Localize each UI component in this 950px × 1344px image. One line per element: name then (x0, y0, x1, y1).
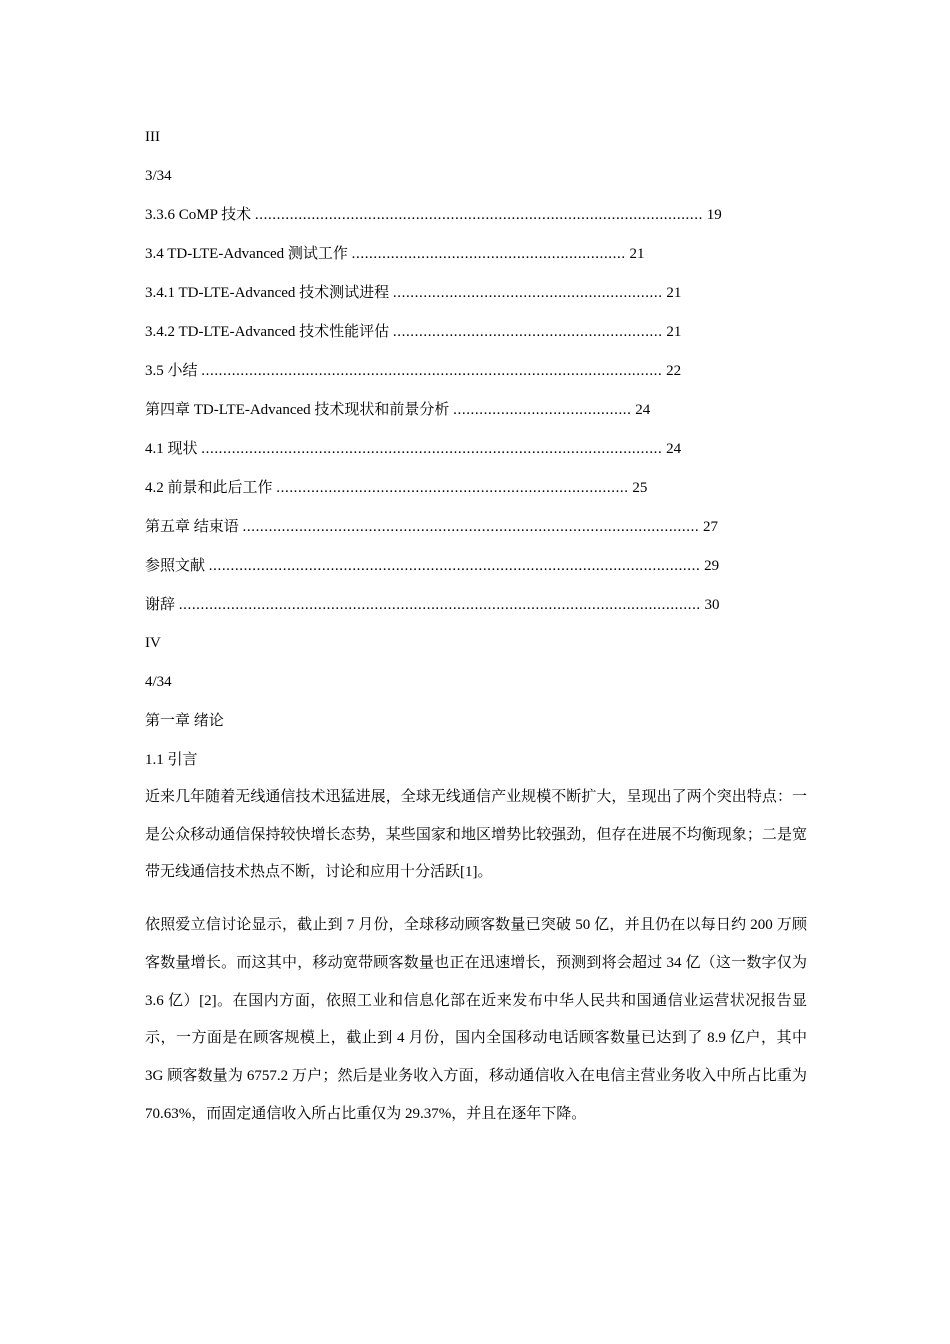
toc-label: 3.5 小结 (145, 363, 198, 379)
toc-label: 3.4.1 TD-LTE-Advanced 技术测试进程 (145, 285, 390, 301)
toc-leader: .......................................................................................................... (201, 441, 663, 457)
toc-page-number: 24 (635, 402, 651, 418)
toc-entry-3-3-6[interactable] (145, 205, 720, 225)
toc-leader: .............................................................. (392, 285, 663, 301)
toc-page-number: 29 (704, 558, 720, 574)
chapter-title: 第一章 绪论 (145, 713, 224, 729)
toc-label: 参照文献 (145, 558, 206, 574)
toc-label: 3.4 TD-LTE-Advanced 测试工作 (145, 246, 348, 262)
toc-label: 3.3.6 CoMP 技术 (145, 207, 252, 223)
section-title: 1.1 引言 (145, 752, 198, 768)
toc-label: 第四章 TD-LTE-Advanced 技术现状和前景分析 (145, 402, 450, 418)
toc-page-number: 25 (632, 480, 648, 496)
toc-label: 4.1 现状 (145, 441, 198, 457)
toc-entry-3-4-2[interactable] (145, 322, 702, 342)
roman-page-marker-iii: III (145, 129, 160, 145)
roman-page-marker-iv: IV (145, 635, 161, 651)
toc-entry-3-5[interactable] (145, 361, 682, 381)
toc-leader: ................................................................................. (276, 480, 629, 496)
toc-entry-chapter-5[interactable] (145, 517, 719, 537)
toc-entry-4-1[interactable] (145, 439, 682, 459)
page-counter-3: 3/34 (145, 168, 172, 184)
page-counter-4: 4/34 (145, 674, 172, 690)
toc-page-number: 21 (666, 324, 682, 340)
toc-leader: ......................................................................................................... (242, 519, 700, 535)
toc-label: 谢辞 (145, 597, 176, 613)
toc-leader: ................................................................................................................. (208, 558, 701, 574)
toc-leader: .......................................................................................................... (201, 363, 663, 379)
toc-entry-references[interactable] (145, 556, 720, 576)
body-paragraph-2: 依照爱立信讨论显示，截止到 7 月份，全球移动顾客数量已突破 50 亿，并且仍在以每日约 200 万顾客数量增长。而这其中，移动宽带顾客数量也正在迅速增长，预测到将会超过 34 亿（这一数字仅为 3.6 亿）[2]。在国内方面，依照工业和信息化部在近来发布中华人民共和国通信业运营状况报告显示，一方面是在顾客规模上，截止到 4 月份，国内全国移动电话顾客数量已达到了 8.9 亿户，其中 3G 顾客数量为 6757.2 万户；然后是业务收入方面，移动通信收入在电信主营业务收入中所占比重为 70.63%，而固定通信收入所占比重仅为 29.37%，并且在逐年下降。 (145, 917, 807, 1122)
toc-label: 3.4.2 TD-LTE-Advanced 技术性能评估 (145, 324, 390, 340)
body-paragraph-1: 近来几年随着无线通信技术迅猛进展，全球无线通信产业规模不断扩大，呈现出了两个突出特点：一是公众移动通信保持较快增长态势，某些国家和地区增势比较强劲，但存在进展不均衡现象；二是宽带无线通信技术热点不断，讨论和应用十分活跃[1]。 (145, 789, 807, 880)
toc-entry-chapter-4[interactable] (145, 400, 682, 420)
toc-entry-acknowledgements[interactable] (145, 595, 720, 615)
toc-page-number: 30 (704, 597, 720, 613)
toc-leader: ........................................................................................................................ (178, 597, 701, 613)
toc-leader: ......................................... (453, 402, 632, 418)
toc-leader: ....................................................................................................... (254, 207, 703, 223)
toc-entry-3-4[interactable] (145, 244, 660, 264)
toc-label: 第五章 结束语 (145, 519, 239, 535)
toc-page-number: 22 (666, 363, 682, 379)
toc-entry-4-2[interactable] (145, 478, 657, 498)
toc-page-number: 24 (666, 441, 682, 457)
toc-leader: ............................................................... (351, 246, 626, 262)
toc-entry-3-4-1[interactable] (145, 283, 702, 303)
toc-page-number: 19 (706, 207, 722, 223)
toc-page-number: 21 (629, 246, 645, 262)
toc-leader: .............................................................. (392, 324, 663, 340)
toc-page-number: 27 (703, 519, 719, 535)
toc-label: 4.2 前景和此后工作 (145, 480, 273, 496)
toc-page-number: 21 (666, 285, 682, 301)
